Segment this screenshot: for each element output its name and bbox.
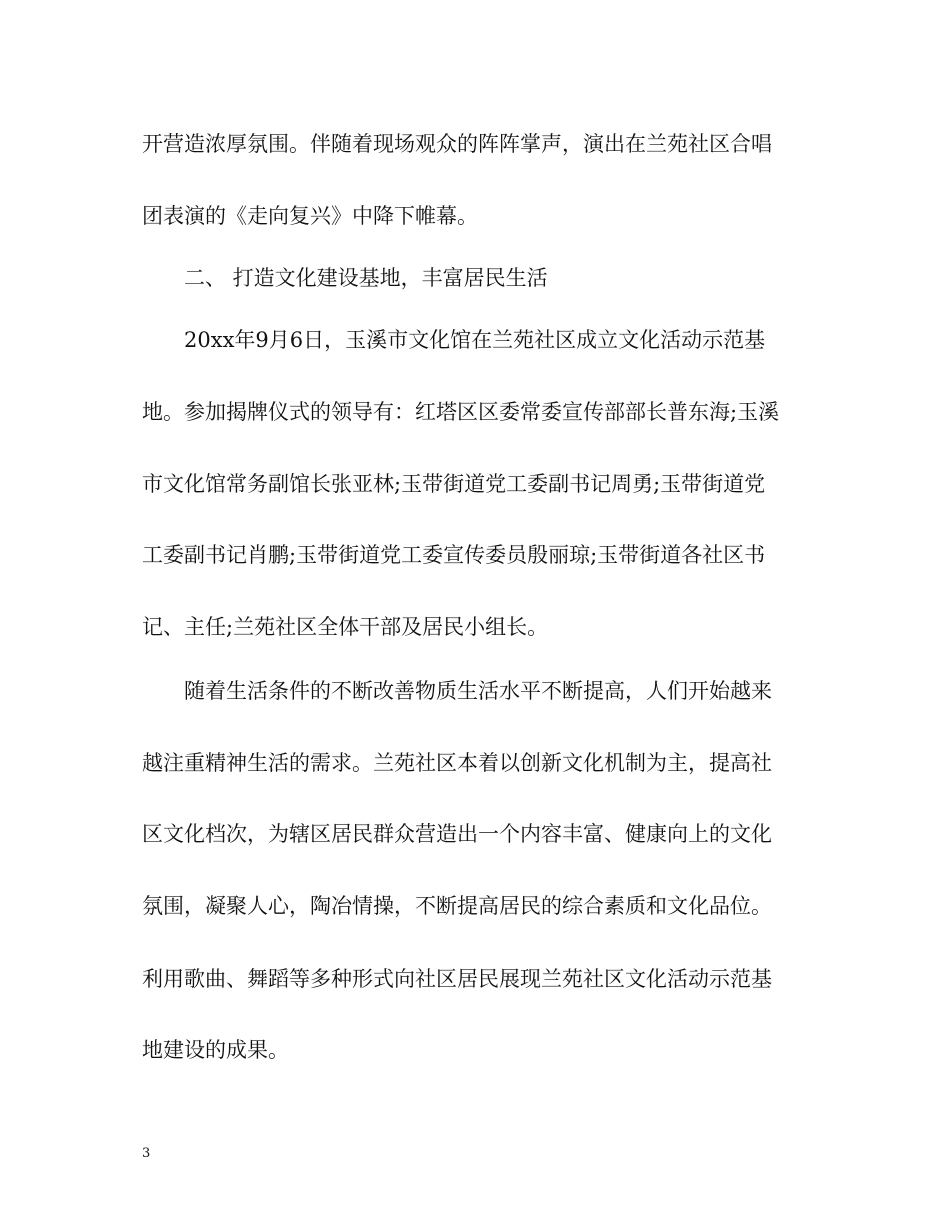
text-line: 团表演的《走向复兴》中降下帷幕。	[142, 204, 478, 228]
text-line: 地建设的成果。	[142, 1038, 289, 1062]
text-line: 地。参加揭牌仪式的领导有：红塔区区委常委宣传部部长普东海;玉溪	[142, 400, 780, 424]
text-line: 越注重精神生活的需求。兰苑社区本着以创新文化机制为主，提高社	[142, 751, 772, 775]
text-line: 记、主任;兰苑社区全体干部及居民小组长。	[142, 615, 549, 639]
text-line: 开营造浓厚氛围。伴随着现场观众的阵阵掌声，演出在兰苑社区合唱	[142, 132, 772, 156]
text-line: 利用歌曲、舞蹈等多种形式向社区居民展现兰苑社区文化活动示范基	[142, 967, 772, 991]
text-line: 随着生活条件的不断改善物质生活水平不断提高，人们开始越来	[184, 679, 772, 703]
text-line: 工委副书记肖鹏;玉带街道党工委宣传委员殷丽琼;玉带街道各社区书	[142, 543, 766, 567]
text-line: 20xx年9月6日，玉溪市文化馆在兰苑社区成立文化活动示范基	[184, 328, 766, 352]
text-line: 区文化档次，为辖区居民群众营造出一个内容丰富、健康向上的文化	[142, 822, 772, 846]
page-number: 3	[142, 1146, 151, 1161]
text-line: 氛围，凝聚人心，陶冶情操，不断提高居民的综合素质和文化品位。	[142, 894, 772, 918]
text-line: 市文化馆常务副馆长张亚林;玉带街道党工委副书记周勇;玉带街道党	[142, 472, 766, 496]
section-heading: 二、 打造文化建设基地，丰富居民生活	[184, 266, 548, 290]
